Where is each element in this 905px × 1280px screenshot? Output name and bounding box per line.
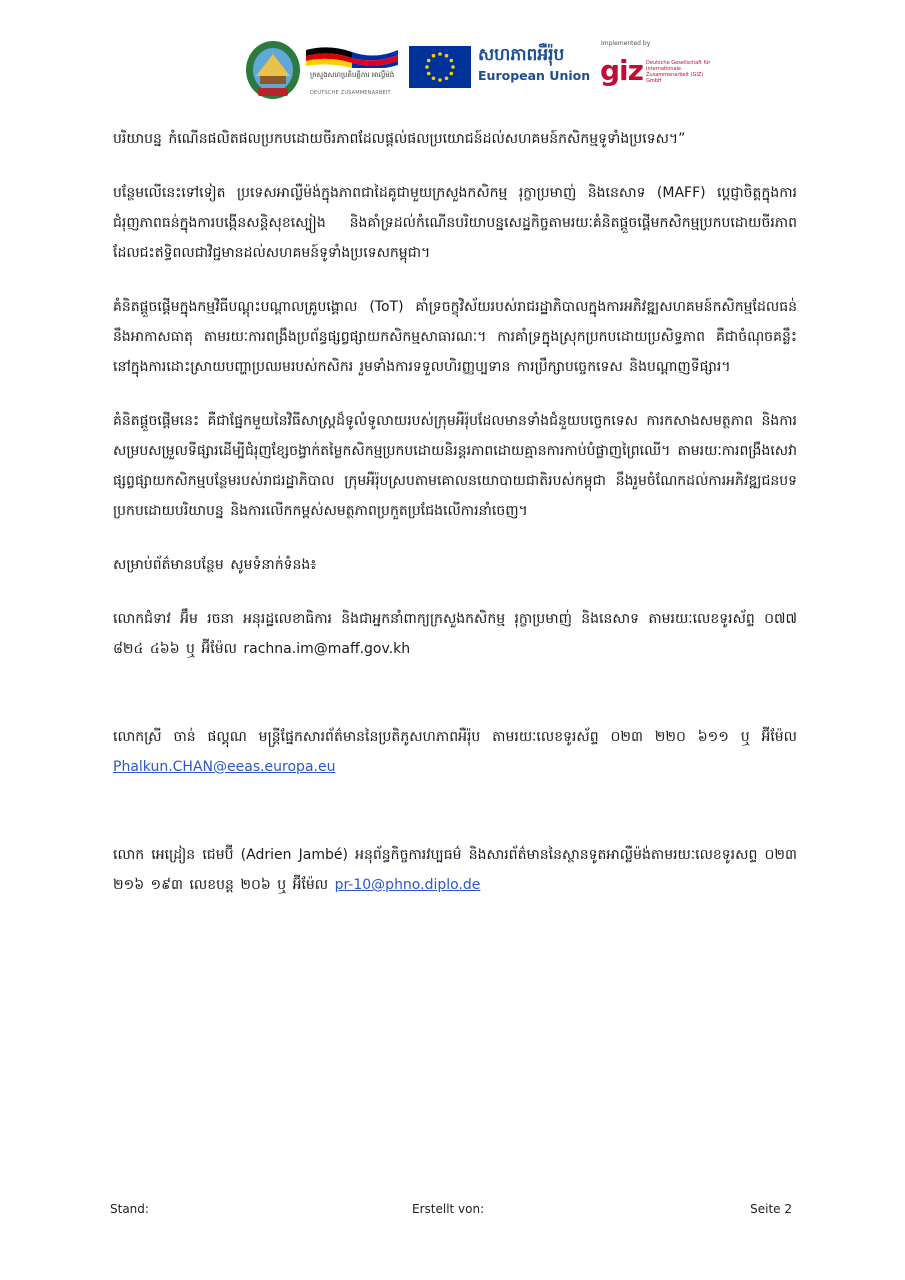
germany-text-kh: ក្រសួងសហប្រតិបត្តិការ អាល្លឺម៉ង់ [310, 71, 395, 79]
paragraph-2: បន្ថែមលើនេះទៅទៀត ប្រទេសអាល្លឺម៉ង់ក្នុងភាពជាដៃគូជាមួយក្រសួងកសិកម្ម រុក្ខាប្រមាញ់ និងនេសាទ (MAFF) ប្តេជ្ញាចិត្តក្នុងការជំរុញភាពធន់ក្នុងការបង្កើនសន្តិសុខស្បៀង និងគាំទ្រដល់កំណើនបរិយាបន្នសេដ្ឋកិច្ចតាមរយៈគំនិតផ្តួចផ្តើមកសិកម្មប្រកបដោយចីរភាពដែលជះឥទ្ធិពលជាវិជ្ជមានដល់សហគមន៍ទូទាំងប្រទេសកម្ពុជា។ [113, 185, 797, 261]
eu-label-kh: សហភាពអឺរ៉ុប [478, 45, 565, 65]
footer-erstellt: Erstellt von: [412, 1202, 485, 1216]
document-body [113, 124, 797, 924]
contact-heading: សម្រាប់ព័ត៌មានបន្ថែម សូមទំនាក់ទំនង៖ [113, 557, 317, 573]
logo-header [244, 38, 711, 108]
contact-1 [113, 604, 797, 664]
contact-2-text: លោកស្រី ចាន់ ផល្គុណ មន្ត្រីផ្នែកសារព័ត៌មាននៃប្រតិភូសហភាពអឺរ៉ុប តាមរយៈលេខទូរស័ព្ទ ០២៣ ២២០ ៦១១ ឬ អ៊ីម៉ែល [113, 729, 797, 745]
paragraph-4: គំនិតផ្តួចផ្តើមនេះ គឺជាផ្នែកមួយនៃវិធីសាស្ត្រដ៏ទូលំទូលាយរបស់ក្រុមអឺរ៉ុបដែលមានទាំងជំនួយបច្ចេកទេស ការកសាងសមត្ថភាព និងការសម្របសម្រួលទីផ្សារដើម្បីជំរុញខ្សែចង្វាក់តម្លៃកសិកម្មប្រកបដោយនិរន្តរភាពដោយគ្មានការកាប់បំផ្លាញព្រៃឈើ។ តាមរយៈការពង្រឹងសេវាផ្សព្វផ្សាយកសិកម្មបន្ថែមរបស់រាជរដ្ឋាភិបាល ក្រុមអឺរ៉ុបស្របតាមគោលនយោបាយជាតិរបស់កម្ពុជា នឹងរួមចំណែកដល់ការអភិវឌ្ឍជនបទប្រកបដោយបរិយាបន្ន និងការលើកកម្ពស់សមត្ថភាពប្រកួតប្រជែងលើការនាំចេញ។ [113, 413, 797, 519]
maff-emblem-icon [244, 40, 302, 102]
giz-full-name: Deutsche Gesellschaft für Internationale Zusammenarbeit (GIZ) GmbH [646, 60, 711, 84]
eu-label-en: European Union [478, 68, 591, 83]
eu-flag-icon [409, 46, 471, 88]
contact-3 [113, 840, 797, 900]
contact-2-email-link[interactable]: Phalkun.CHAN@eeas.europa.eu [113, 759, 336, 775]
paragraph-3: គំនិតផ្តួចផ្តើមក្នុងកម្មវិធីបណ្តុះបណ្តាលគ្រូបង្គោល (ToT) គាំទ្រចក្ខុវិស័យរបស់រាជរដ្ឋាភិបាលក្នុងការអភិវឌ្ឍសហគមន៍កសិកម្មដែលធន់នឹងអាកាសធាតុ តាមរយៈការពង្រឹងប្រព័ន្ធផ្សព្វផ្សាយកសិកម្មសាធារណៈ។ ការគាំទ្រក្នុងស្រុកប្រកបដោយប្រសិទ្ធភាព គឺជាចំណុចគន្លឹះនៅក្នុងការដោះស្រាយបញ្ហាប្រឈមរបស់កសិករ រួមទាំងការទទួលហិរញ្ញប្បទាន ការប្រឹក្សាបច្ចេកទេស និងបណ្តាញទីផ្សារ។ [113, 299, 797, 375]
page-footer [0, 1202, 905, 1222]
contact-3-text: លោក អេដ្រៀន ជេមប៊ី (Adrien Jambé) អនុព័ន្ធកិច្ចការវប្បធម៌ និងសារព័ត៌មាននៃស្ថានទូតអាល្លឺម៉ង់តាមរយៈលេខទូរសព្ទ ០២៣ ២១៦ ១៩៣ លេខបន្ត ២០៦ ឬ អ៊ីម៉ែល [113, 847, 797, 893]
germany-cambodia-flag-icon [306, 46, 398, 68]
contact-2 [113, 722, 797, 782]
germany-text-en: DEUTSCHE ZUSAMMENARBEIT [310, 90, 391, 96]
footer-page-number: Seite 2 [750, 1202, 792, 1216]
paragraph-1: បរិយាបន្ន កំណើនផលិតផលប្រកបដោយចីរភាពដែលផ្តល់ផលប្រយោជន៍ដល់សហគមន៍កសិកម្មទូទាំងប្រទេស។” [113, 131, 686, 147]
contact-3-email-link[interactable]: pr-10@phno.diplo.de [334, 877, 481, 893]
footer-stand: Stand: [110, 1202, 149, 1216]
german-cooperation-logo [306, 44, 402, 98]
contact-1-email[interactable]: rachna.im@maff.gov.kh [243, 641, 411, 657]
giz-implemented-by: Implemented by [601, 40, 651, 47]
contact-1-text: លោកជំទាវ អ៊ឹម រចនា អនុរដ្ឋលេខាធិការ និងជាអ្នកនាំពាក្យក្រសួងកសិកម្ម រុក្ខាប្រមាញ់ និងនេសាទ តាមរយៈលេខទូរស័ព្ទ ០៧៧ ៨២៤ ៤៦៦ ឬ អ៊ីម៉ែល [113, 611, 797, 657]
giz-logo: giz [600, 54, 643, 87]
